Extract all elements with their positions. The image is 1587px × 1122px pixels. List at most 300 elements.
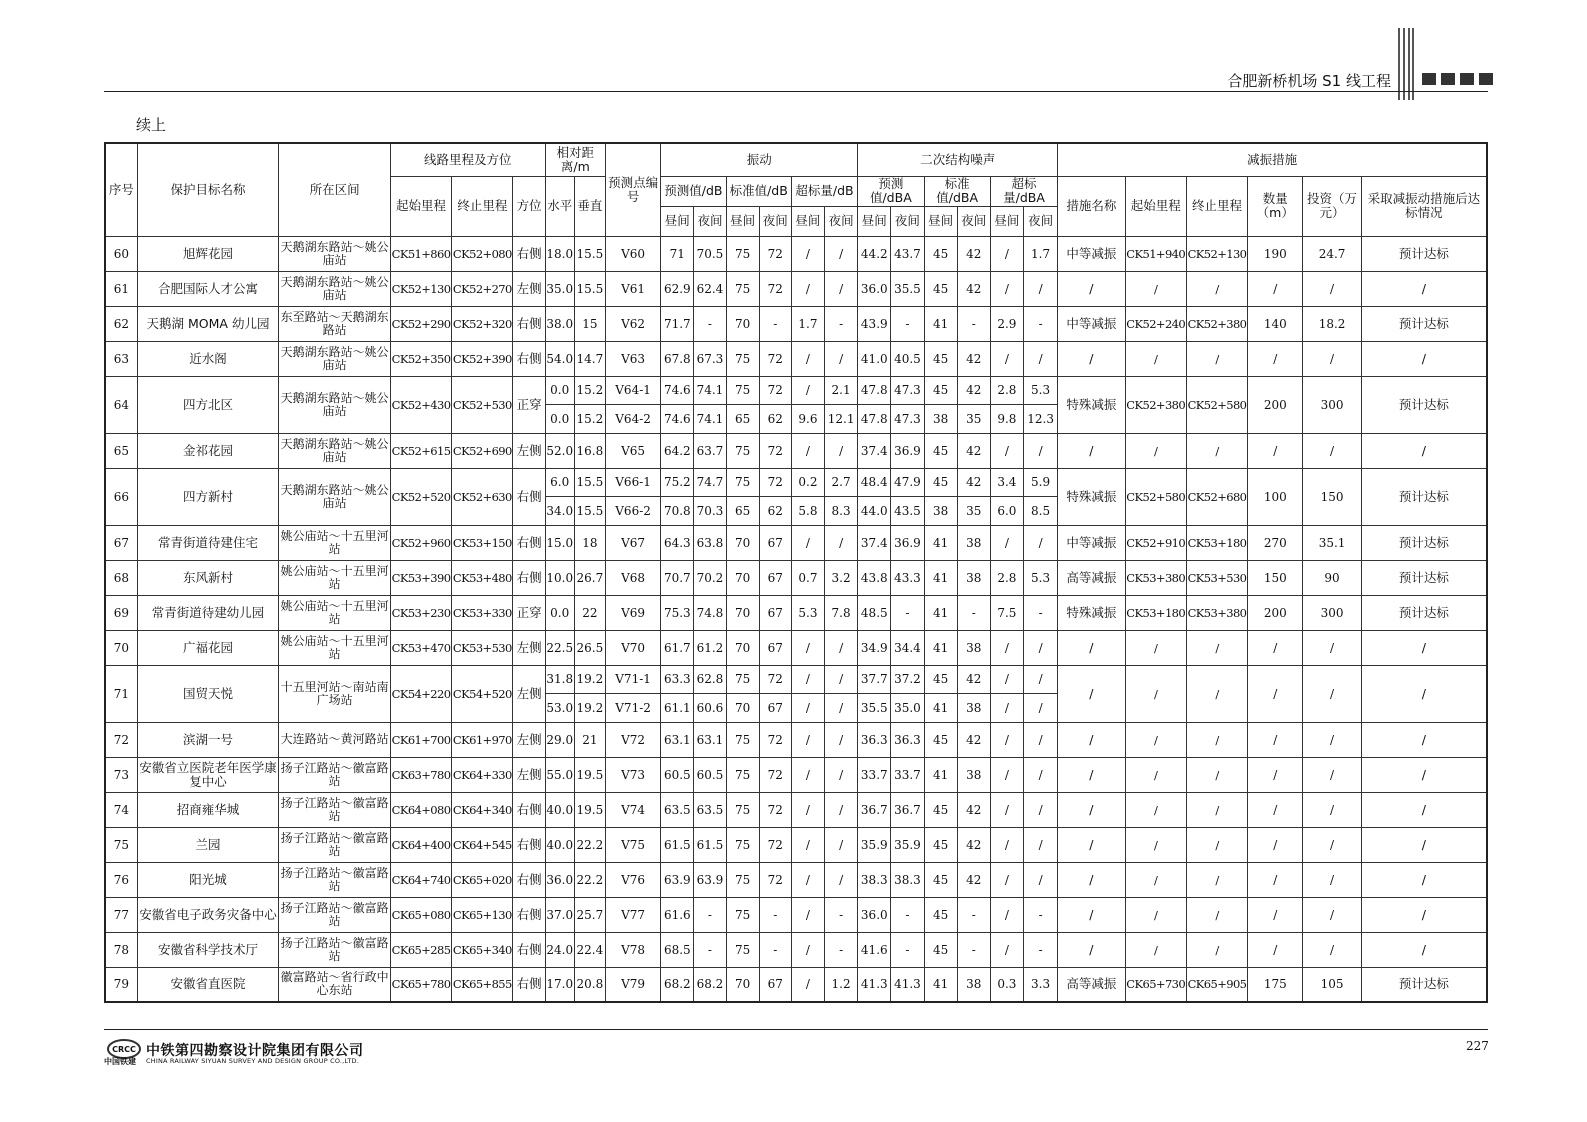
value-cell-nn: 40.5 [891, 341, 924, 376]
value-cell-nsn: 42 [957, 665, 990, 694]
measure-investment-cell: / [1303, 341, 1361, 376]
vertical-distance-cell: 18 [574, 525, 605, 560]
vertical-distance-cell: 20.8 [574, 967, 605, 1002]
value-cell-vn: - [694, 306, 726, 341]
header-orientation: 方位 [513, 176, 545, 236]
table-row [105, 862, 1487, 897]
vertical-distance-cell: 15.5 [574, 236, 605, 271]
point-id-cell: V74 [605, 792, 660, 827]
section-cell: 扬子江路站～徽富路站 [279, 897, 391, 932]
vertical-distance-cell: 26.5 [574, 630, 605, 665]
value-cell-ned: 7.5 [990, 595, 1023, 630]
measure-name-cell: / [1058, 897, 1125, 932]
value-cell-en: 2.7 [825, 468, 858, 497]
value-cell-nsn: 42 [957, 433, 990, 468]
measure-investment-cell: / [1303, 665, 1361, 722]
measure-name-cell: 高等减振 [1058, 967, 1125, 1002]
page-number: 227 [1466, 1039, 1489, 1053]
value-cell-ed: / [791, 341, 824, 376]
value-cell-ed: / [791, 792, 824, 827]
vertical-distance-cell: 19.5 [574, 792, 605, 827]
table-row [105, 433, 1487, 468]
horizontal-distance-cell: 6.0 [545, 468, 574, 497]
measure-quantity-cell: 175 [1248, 967, 1303, 1002]
value-cell-vd: 63.3 [661, 665, 694, 694]
document-title: 合肥新桥机场 S1 线工程 [1227, 72, 1391, 90]
horizontal-distance-cell: 0.0 [545, 405, 574, 434]
point-id-cell: V66-1 [605, 468, 660, 497]
measure-investment-cell: 24.7 [1303, 236, 1361, 271]
value-cell-vd: 63.1 [661, 722, 694, 757]
end-mileage-cell: CK52+690 [452, 433, 513, 468]
table-row [105, 792, 1487, 827]
seq-cell: 62 [105, 306, 137, 341]
target-name-cell: 常青街道待建住宅 [137, 525, 279, 560]
value-cell-ned: / [990, 665, 1023, 694]
value-cell-nsn: 38 [957, 525, 990, 560]
value-cell-vd: 64.3 [661, 525, 694, 560]
measure-name-cell: / [1058, 862, 1125, 897]
seq-cell: 61 [105, 271, 137, 306]
measure-result-cell: / [1361, 433, 1487, 468]
seq-cell: 69 [105, 595, 137, 630]
target-name-cell: 四方新村 [137, 468, 279, 525]
seq-cell: 60 [105, 236, 137, 271]
horizontal-distance-cell: 40.0 [545, 827, 574, 862]
seq-cell: 76 [105, 862, 137, 897]
value-cell-vd: 71.7 [661, 306, 694, 341]
vertical-distance-cell: 15 [574, 306, 605, 341]
value-cell-ned: / [990, 757, 1023, 792]
start-mileage-cell: CK52+350 [390, 341, 451, 376]
header-decoration-bars [1398, 28, 1414, 100]
value-cell-nsd: 41 [924, 757, 957, 792]
value-cell-nsn: 38 [957, 560, 990, 595]
value-cell-ed: / [791, 376, 824, 405]
measure-quantity-cell: 200 [1248, 376, 1303, 433]
value-cell-nsd: 41 [924, 306, 957, 341]
measure-start-cell: / [1125, 722, 1186, 757]
value-cell-vn: 60.6 [694, 694, 726, 723]
measure-quantity-cell: / [1248, 932, 1303, 967]
value-cell-en: - [825, 897, 858, 932]
value-cell-vd: 68.5 [661, 932, 694, 967]
value-cell-nn: 43.5 [891, 497, 924, 526]
value-cell-vn: - [694, 932, 726, 967]
value-cell-ed: 0.2 [791, 468, 824, 497]
measure-start-cell: CK52+380 [1125, 376, 1186, 433]
header-end-mileage: 终止里程 [452, 176, 513, 236]
value-cell-nsn: 35 [957, 497, 990, 526]
value-cell-ned: / [990, 525, 1023, 560]
value-cell-sd: 65 [726, 497, 759, 526]
value-cell-nsd: 38 [924, 405, 957, 434]
section-cell: 扬子江路站～徽富路站 [279, 827, 391, 862]
value-cell-nsd: 41 [924, 560, 957, 595]
value-cell-sd: 75 [726, 932, 759, 967]
start-mileage-cell: CK53+230 [390, 595, 451, 630]
measure-investment-cell: / [1303, 827, 1361, 862]
table-row [105, 757, 1487, 792]
seq-cell: 67 [105, 525, 137, 560]
value-cell-ed: / [791, 827, 824, 862]
value-cell-nn: 36.9 [891, 525, 924, 560]
vertical-distance-cell: 14.7 [574, 341, 605, 376]
value-cell-nsn: 42 [957, 236, 990, 271]
target-name-cell: 安徽省电子政务灾备中心 [137, 897, 279, 932]
measure-start-cell: / [1125, 827, 1186, 862]
value-cell-ned: / [990, 932, 1023, 967]
value-cell-vn: 68.2 [694, 967, 726, 1002]
value-cell-vn: 63.5 [694, 792, 726, 827]
measure-end-cell: / [1186, 757, 1247, 792]
value-cell-en: / [825, 236, 858, 271]
start-mileage-cell: CK65+080 [390, 897, 451, 932]
point-id-cell: V71-2 [605, 694, 660, 723]
measure-investment-cell: / [1303, 433, 1361, 468]
measure-end-cell: CK52+130 [1186, 236, 1247, 271]
orientation-cell: 右侧 [513, 525, 545, 560]
measure-end-cell: / [1186, 433, 1247, 468]
value-cell-nsd: 45 [924, 271, 957, 306]
table-row [105, 630, 1487, 665]
value-cell-vd: 74.6 [661, 376, 694, 405]
value-cell-nen: 1.7 [1023, 236, 1057, 271]
start-mileage-cell: CK64+740 [390, 862, 451, 897]
point-id-cell: V66-2 [605, 497, 660, 526]
point-id-cell: V61 [605, 271, 660, 306]
company-name-en: CHINA RAILWAY SIYUAN SURVEY AND DESIGN GROUP CO.,LTD. [146, 1057, 359, 1065]
value-cell-nd: 43.8 [858, 560, 891, 595]
value-cell-sd: 75 [726, 271, 759, 306]
value-cell-nd: 34.9 [858, 630, 891, 665]
measure-quantity-cell: / [1248, 271, 1303, 306]
target-name-cell: 金祁花园 [137, 433, 279, 468]
value-cell-sd: 70 [726, 525, 759, 560]
start-mileage-cell: CK53+470 [390, 630, 451, 665]
point-id-cell: V71-1 [605, 665, 660, 694]
value-cell-ed: / [791, 757, 824, 792]
horizontal-distance-cell: 38.0 [545, 306, 574, 341]
point-id-cell: V75 [605, 827, 660, 862]
value-cell-nn: 37.2 [891, 665, 924, 694]
end-mileage-cell: CK52+630 [452, 468, 513, 525]
value-cell-sd: 75 [726, 236, 759, 271]
measure-investment-cell: / [1303, 630, 1361, 665]
start-mileage-cell: CK63+780 [390, 757, 451, 792]
section-cell: 大连路站～黄河路站 [279, 722, 391, 757]
horizontal-distance-cell: 40.0 [545, 792, 574, 827]
value-cell-sn: 72 [759, 271, 791, 306]
measure-start-cell: / [1125, 897, 1186, 932]
start-mileage-cell: CK65+780 [390, 967, 451, 1002]
value-cell-ed: / [791, 932, 824, 967]
header-night: 夜间 [694, 206, 726, 236]
target-name-cell: 合肥国际人才公寓 [137, 271, 279, 306]
vertical-distance-cell: 19.5 [574, 757, 605, 792]
measure-start-cell: / [1125, 862, 1186, 897]
value-cell-nen: 12.3 [1023, 405, 1057, 434]
orientation-cell: 正穿 [513, 595, 545, 630]
seq-cell: 64 [105, 376, 137, 433]
value-cell-vd: 62.9 [661, 271, 694, 306]
value-cell-sd: 70 [726, 560, 759, 595]
value-cell-nd: 41.0 [858, 341, 891, 376]
value-cell-ned: 0.3 [990, 967, 1023, 1002]
seq-cell: 72 [105, 722, 137, 757]
measure-start-cell: CK52+240 [1125, 306, 1186, 341]
value-cell-ned: / [990, 897, 1023, 932]
measure-investment-cell: 18.2 [1303, 306, 1361, 341]
header-vib-exceed: 超标量/dB [791, 176, 857, 206]
value-cell-sn: 67 [759, 630, 791, 665]
value-cell-ed: / [791, 897, 824, 932]
value-cell-nn: 47.3 [891, 405, 924, 434]
end-mileage-cell: CK65+130 [452, 897, 513, 932]
value-cell-sd: 70 [726, 306, 759, 341]
point-id-cell: V77 [605, 897, 660, 932]
value-cell-nd: 48.4 [858, 468, 891, 497]
horizontal-distance-cell: 53.0 [545, 694, 574, 723]
table-row [105, 341, 1487, 376]
value-cell-nd: 36.0 [858, 897, 891, 932]
header-horizontal: 水平 [545, 176, 574, 236]
value-cell-nsd: 41 [924, 630, 957, 665]
value-cell-vn: 61.2 [694, 630, 726, 665]
seq-cell: 66 [105, 468, 137, 525]
table-row [105, 932, 1487, 967]
brand-label: 中国铁建 [104, 1057, 136, 1066]
value-cell-en: / [825, 525, 858, 560]
value-cell-nd: 36.7 [858, 792, 891, 827]
value-cell-ned: 6.0 [990, 497, 1023, 526]
value-cell-sn: 62 [759, 405, 791, 434]
value-cell-ned: / [990, 792, 1023, 827]
section-cell: 扬子江路站～徽富路站 [279, 792, 391, 827]
table-row [105, 468, 1487, 497]
value-cell-en: 2.1 [825, 376, 858, 405]
value-cell-nn: - [891, 932, 924, 967]
orientation-cell: 左侧 [513, 722, 545, 757]
value-cell-ned: / [990, 722, 1023, 757]
measure-result-cell: / [1361, 862, 1487, 897]
value-cell-sd: 75 [726, 862, 759, 897]
measure-end-cell: / [1186, 932, 1247, 967]
measure-end-cell: CK65+905 [1186, 967, 1247, 1002]
header-noise-group: 二次结构噪声 [858, 143, 1058, 176]
section-cell: 天鹅湖东路站～姚公庙站 [279, 236, 391, 271]
header-noise-std: 标准值/dBA [924, 176, 990, 206]
value-cell-nn: 41.3 [891, 967, 924, 1002]
value-cell-nsd: 45 [924, 341, 957, 376]
target-name-cell: 广福花园 [137, 630, 279, 665]
value-cell-nn: 36.3 [891, 722, 924, 757]
start-mileage-cell: CK53+390 [390, 560, 451, 595]
vertical-distance-cell: 19.2 [574, 665, 605, 694]
value-cell-nd: 44.2 [858, 236, 891, 271]
table-row [105, 722, 1487, 757]
section-cell: 天鹅湖东路站～姚公庙站 [279, 271, 391, 306]
value-cell-sd: 75 [726, 341, 759, 376]
measure-result-cell: 预计达标 [1361, 560, 1487, 595]
target-name-cell: 安徽省科学技术厅 [137, 932, 279, 967]
value-cell-nsd: 45 [924, 862, 957, 897]
target-name-cell: 滨湖一号 [137, 722, 279, 757]
table-row [105, 306, 1487, 341]
footer-rule [104, 1029, 1488, 1030]
seq-cell: 79 [105, 967, 137, 1002]
end-mileage-cell: CK52+530 [452, 376, 513, 433]
value-cell-ned: / [990, 341, 1023, 376]
point-id-cell: V79 [605, 967, 660, 1002]
value-cell-nd: 37.7 [858, 665, 891, 694]
value-cell-sn: 72 [759, 341, 791, 376]
value-cell-ed: 1.7 [791, 306, 824, 341]
measure-end-cell: CK52+580 [1186, 376, 1247, 433]
point-id-cell: V67 [605, 525, 660, 560]
value-cell-vn: 62.8 [694, 665, 726, 694]
measure-start-cell: CK52+910 [1125, 525, 1186, 560]
orientation-cell: 右侧 [513, 827, 545, 862]
measure-quantity-cell: / [1248, 792, 1303, 827]
value-cell-vd: 68.2 [661, 967, 694, 1002]
measure-result-cell: 预计达标 [1361, 595, 1487, 630]
measure-start-cell: CK53+380 [1125, 560, 1186, 595]
value-cell-ed: / [791, 271, 824, 306]
point-id-cell: V72 [605, 722, 660, 757]
horizontal-distance-cell: 34.0 [545, 497, 574, 526]
value-cell-nsn: 38 [957, 630, 990, 665]
value-cell-ed: / [791, 665, 824, 694]
value-cell-ned: / [990, 827, 1023, 862]
header-rule [104, 91, 1488, 92]
measure-result-cell: 预计达标 [1361, 525, 1487, 560]
end-mileage-cell: CK52+270 [452, 271, 513, 306]
section-cell: 十五里河站～南站南广场站 [279, 665, 391, 722]
value-cell-nsn: 35 [957, 405, 990, 434]
table-row [105, 665, 1487, 694]
measure-quantity-cell: 140 [1248, 306, 1303, 341]
value-cell-nen: / [1023, 271, 1057, 306]
horizontal-distance-cell: 17.0 [545, 967, 574, 1002]
value-cell-ned: 2.8 [990, 376, 1023, 405]
header-quantity: 数量（m） [1248, 176, 1303, 236]
value-cell-nsn: 42 [957, 376, 990, 405]
measure-name-cell: / [1058, 665, 1125, 722]
measure-start-cell: / [1125, 433, 1186, 468]
table-row [105, 376, 1487, 405]
value-cell-vn: 63.8 [694, 525, 726, 560]
point-id-cell: V69 [605, 595, 660, 630]
value-cell-nsn: 42 [957, 468, 990, 497]
value-cell-sd: 75 [726, 376, 759, 405]
value-cell-en: / [825, 862, 858, 897]
value-cell-nn: 35.9 [891, 827, 924, 862]
value-cell-nen: / [1023, 341, 1057, 376]
value-cell-sn: - [759, 897, 791, 932]
end-mileage-cell: CK53+480 [452, 560, 513, 595]
value-cell-sd: 70 [726, 967, 759, 1002]
value-cell-vd: 64.2 [661, 433, 694, 468]
end-mileage-cell: CK53+150 [452, 525, 513, 560]
measure-investment-cell: / [1303, 757, 1361, 792]
header-mileage-group: 线路里程及方位 [390, 143, 545, 176]
point-id-cell: V64-2 [605, 405, 660, 434]
measure-investment-cell: 150 [1303, 468, 1361, 525]
orientation-cell: 右侧 [513, 862, 545, 897]
value-cell-nn: 35.5 [891, 271, 924, 306]
section-cell: 天鹅湖东路站～姚公庙站 [279, 376, 391, 433]
value-cell-sd: 75 [726, 827, 759, 862]
value-cell-nd: 44.0 [858, 497, 891, 526]
measure-investment-cell: / [1303, 897, 1361, 932]
value-cell-nsd: 41 [924, 595, 957, 630]
measure-result-cell: / [1361, 341, 1487, 376]
value-cell-nn: 47.3 [891, 376, 924, 405]
value-cell-ned: / [990, 694, 1023, 723]
table-row [105, 595, 1487, 630]
value-cell-nsd: 45 [924, 897, 957, 932]
value-cell-ed: / [791, 967, 824, 1002]
header-target: 保护目标名称 [137, 143, 279, 236]
header-decoration-blocks [1422, 73, 1493, 85]
measure-result-cell: 预计达标 [1361, 376, 1487, 433]
measure-start-cell: CK51+940 [1125, 236, 1186, 271]
vertical-distance-cell: 22.2 [574, 862, 605, 897]
measure-start-cell: / [1125, 932, 1186, 967]
start-mileage-cell: CK52+520 [390, 468, 451, 525]
header-day: 昼间 [990, 206, 1023, 236]
value-cell-sn: 67 [759, 595, 791, 630]
end-mileage-cell: CK52+320 [452, 306, 513, 341]
value-cell-ned: 9.8 [990, 405, 1023, 434]
point-id-cell: V64-1 [605, 376, 660, 405]
measure-quantity-cell: / [1248, 897, 1303, 932]
horizontal-distance-cell: 24.0 [545, 932, 574, 967]
measure-result-cell: / [1361, 630, 1487, 665]
value-cell-vn: - [694, 897, 726, 932]
start-mileage-cell: CK54+220 [390, 665, 451, 722]
measure-result-cell: / [1361, 792, 1487, 827]
value-cell-en: / [825, 757, 858, 792]
value-cell-ed: 5.3 [791, 595, 824, 630]
seq-cell: 71 [105, 665, 137, 722]
measure-result-cell: / [1361, 932, 1487, 967]
value-cell-sd: 75 [726, 722, 759, 757]
value-cell-nen: 5.3 [1023, 560, 1057, 595]
measure-name-cell: / [1058, 827, 1125, 862]
value-cell-nd: 41.3 [858, 967, 891, 1002]
header-day: 昼间 [661, 206, 694, 236]
value-cell-vd: 60.5 [661, 757, 694, 792]
measure-name-cell: / [1058, 341, 1125, 376]
measure-name-cell: / [1058, 630, 1125, 665]
value-cell-nd: 36.3 [858, 722, 891, 757]
table-row [105, 560, 1487, 595]
target-name-cell: 近水阁 [137, 341, 279, 376]
measure-start-cell: / [1125, 665, 1186, 722]
start-mileage-cell: CK52+430 [390, 376, 451, 433]
value-cell-en: / [825, 271, 858, 306]
value-cell-nsd: 41 [924, 967, 957, 1002]
vertical-distance-cell: 22.2 [574, 827, 605, 862]
vertical-distance-cell: 22.4 [574, 932, 605, 967]
value-cell-nen: / [1023, 433, 1057, 468]
value-cell-vn: 60.5 [694, 757, 726, 792]
value-cell-nen: 8.5 [1023, 497, 1057, 526]
header-vib-pred: 预测值/dB [661, 176, 726, 206]
value-cell-nsd: 45 [924, 665, 957, 694]
